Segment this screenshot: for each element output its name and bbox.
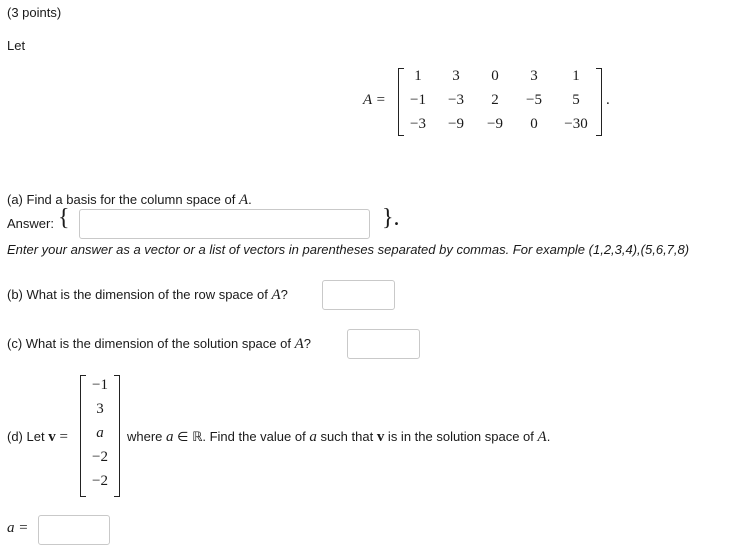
matrix-cell: 0 bbox=[530, 116, 538, 132]
matrix-period: . bbox=[606, 92, 610, 108]
part-d-prefix: (d) Let v = bbox=[7, 429, 68, 445]
part-a-answer-label: Answer: bbox=[7, 216, 54, 231]
matrix-cell: 5 bbox=[572, 92, 580, 108]
matrix-lhs: A = bbox=[363, 92, 386, 108]
part-b-prompt: (b) What is the dimension of the row space of A? bbox=[7, 287, 288, 303]
vector-entry: −1 bbox=[92, 377, 108, 393]
matrix-cell: −1 bbox=[410, 92, 426, 108]
close-brace: }. bbox=[382, 205, 400, 231]
open-brace: { bbox=[58, 205, 70, 231]
matrix-cell: −3 bbox=[448, 92, 464, 108]
matrix-right-bracket bbox=[596, 68, 602, 136]
matrix-cell: 3 bbox=[530, 68, 538, 84]
matrix-cell: −3 bbox=[410, 116, 426, 132]
solution-space-dimension-input[interactable] bbox=[347, 329, 420, 359]
part-d-question: where a ∈ ℝ. Find the value of a such that v is in the solution space of A. bbox=[127, 429, 551, 445]
matrix-cell: −5 bbox=[526, 92, 542, 108]
matrix-cell: 0 bbox=[491, 68, 499, 84]
matrix-cell: 1 bbox=[572, 68, 580, 84]
a-value-input[interactable] bbox=[38, 515, 110, 545]
vector-v bbox=[80, 373, 120, 497]
matrix-cell: −30 bbox=[564, 116, 588, 132]
vector-entry: −2 bbox=[92, 449, 108, 465]
matrix-cell: 1 bbox=[414, 68, 422, 84]
matrix-cell: −9 bbox=[448, 116, 464, 132]
matrix-cell: −9 bbox=[487, 116, 503, 132]
row-space-dimension-input[interactable] bbox=[322, 280, 395, 310]
part-a-instructions: Enter your answer as a vector or a list of vectors in parentheses separated by commas. For example (1,2,3,4),(5,6,7,8) bbox=[7, 242, 690, 257]
column-space-basis-input[interactable] bbox=[79, 209, 370, 239]
matrix-a bbox=[398, 66, 602, 136]
vector-entry: 3 bbox=[96, 401, 104, 417]
part-c-prompt: (c) What is the dimension of the solution space of A? bbox=[7, 336, 311, 352]
vector-entry: a bbox=[96, 425, 104, 441]
let-label: Let bbox=[7, 38, 26, 53]
points-label: (3 points) bbox=[7, 5, 62, 20]
matrix-cell: 3 bbox=[452, 68, 460, 84]
part-a-prompt: (a) Find a basis for the column space of A. bbox=[7, 192, 252, 208]
matrix-cell: 2 bbox=[491, 92, 499, 108]
a-answer-label: a = bbox=[7, 520, 29, 536]
vector-entry: −2 bbox=[92, 473, 108, 489]
